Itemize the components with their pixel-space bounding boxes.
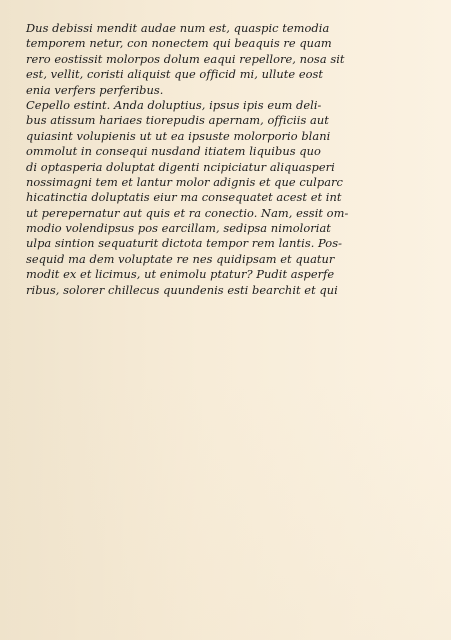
text-line: ribus, solorer chillecus quundenis esti bearchit et qui: [26, 282, 338, 297]
text-line: ut perepernatur aut quis et ra conectio. Nam, essit om-: [26, 205, 349, 220]
text-line: modit ex et licimus, ut enimolu ptatur? Pudit asperfe: [26, 267, 335, 282]
text-line: rero eostissit molorpos dolum eaqui repellore, nosa sit: [26, 51, 345, 66]
text-line: temporem netur, con nonectem qui beaquis re quam: [26, 36, 332, 51]
text-line: Dus debissi mendit audae num est, quaspic temodia: [26, 21, 330, 35]
text-line: di optasperia doluptat digenti ncipiciatur aliquasperi: [26, 159, 335, 174]
text-line: sequid ma dem voluptate re nes quidipsam et quatur: [26, 251, 335, 266]
text-line: hicatinctia doluptatis eiur ma consequatet acest et int: [26, 190, 342, 205]
text-line: enia verfers perferibus.: [26, 82, 164, 97]
text-line: quiasint volupienis ut ut ea ipsuste molorporio blani: [26, 128, 331, 143]
body-text: [26, 21, 426, 298]
text-line: ulpa sintion sequaturit dictota tempor rem lantis. Pos-: [26, 236, 343, 251]
text-line: nossimagni tem et lantur molor adignis et que culparc: [26, 174, 343, 189]
text-line: est, vellit, coristi aliquist que officid mi, ullute eost: [26, 67, 324, 82]
text-line: modio volendipsus pos earcillam, sedipsa nimoloriat: [26, 221, 331, 236]
text-line: ommolut in consequi nusdand itiatem liquibus quo: [26, 144, 321, 159]
text-line: Cepello estint. Anda doluptius, ipsus ipis eum deli-: [26, 97, 322, 112]
text-line: bus atissum hariaes tiorepudis apernam, officiis aut: [26, 113, 329, 128]
